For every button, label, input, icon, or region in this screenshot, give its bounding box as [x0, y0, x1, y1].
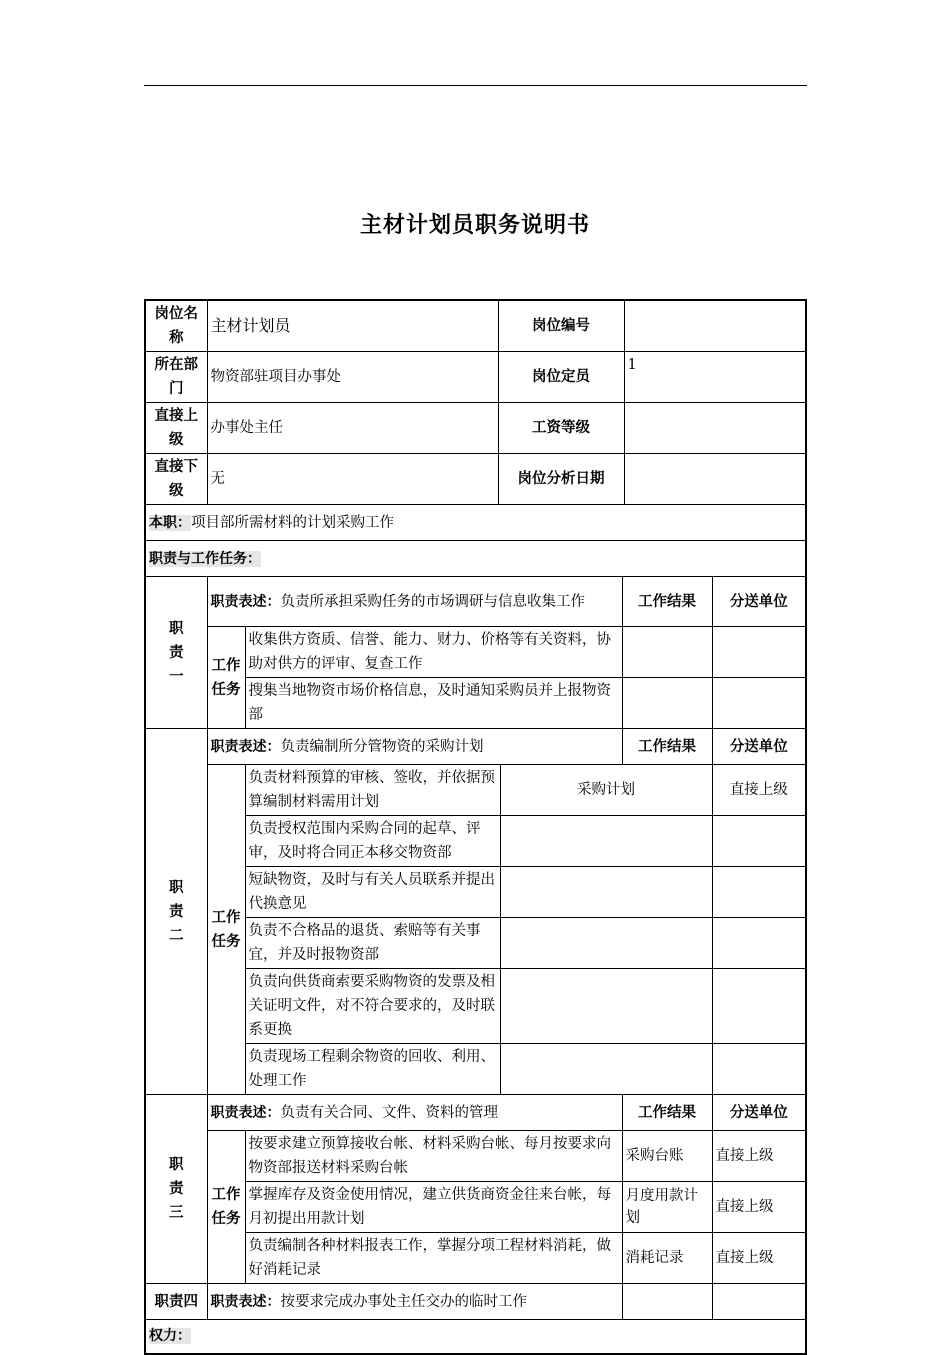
duty3-send-header: 分送单位: [712, 1095, 806, 1131]
duty3-task-text: 负责编制各种材料报表工作，掌握分项工程材料消耗，做好消耗记录: [245, 1233, 622, 1284]
power-label: 权力：: [149, 1328, 191, 1345]
duty3-desc-row: [145, 1095, 806, 1131]
duty1-send-header: 分送单位: [712, 577, 806, 627]
duty2-task-row: [145, 1044, 806, 1095]
duty4-send: [712, 1284, 806, 1320]
position-code-value: [624, 300, 806, 352]
duty2-task-result: [500, 969, 712, 1044]
duty2-task-row: [145, 816, 806, 867]
document-title: 主材计划员职务说明书: [359, 213, 590, 238]
power-cell: [145, 1320, 806, 1354]
header-rule: [144, 85, 807, 86]
salary-grade-label: 工资等级: [498, 403, 624, 454]
duty2-task-send: 直接上级: [712, 765, 806, 816]
duty2-task-text: 负责材料预算的审核、签收，并依据预算编制材料需用计划: [245, 765, 500, 816]
duty1-task-row: [145, 678, 806, 729]
quota-value: 1: [624, 352, 806, 403]
info-row-4: [145, 454, 806, 505]
duty2-task-text: 短缺物资，及时与有关人员联系并提出代换意见: [245, 867, 500, 918]
duty2-task-text: 负责现场工程剩余物资的回收、利用、处理工作: [245, 1044, 500, 1095]
duty2-task-result: [500, 816, 712, 867]
duty3-label: 职 责 三: [145, 1095, 207, 1284]
duty1-task-result: [622, 627, 712, 678]
power-row: [145, 1320, 806, 1354]
core-duty-text: 项目部所需材料的计划采购工作: [191, 514, 394, 531]
duty2-task-row: [145, 765, 806, 816]
duty2-task-result: [500, 867, 712, 918]
subordinate-label: 直接下级: [145, 454, 207, 505]
duty3-task-result: 消耗记录: [622, 1233, 712, 1284]
duty2-send-header: 分送单位: [712, 729, 806, 765]
position-name-label: 岗位名称: [145, 300, 207, 352]
duty3-task-row: [145, 1131, 806, 1182]
duty1-task-result: [622, 678, 712, 729]
duty2-task-result: [500, 1044, 712, 1095]
info-row-3: [145, 403, 806, 454]
duty2-label: 职 责 二: [145, 729, 207, 1095]
duties-header-cell: [145, 541, 806, 577]
duty3-task-send: 直接上级: [712, 1182, 806, 1233]
department-value: 物资部驻项目办事处: [207, 352, 498, 403]
duty2-task-row: [145, 969, 806, 1044]
duty3-task-send: 直接上级: [712, 1233, 806, 1284]
duty1-label: 职 责 一: [145, 577, 207, 729]
duty1-task-text: 搜集当地物资市场价格信息，及时通知采购员并上报物资部: [245, 678, 622, 729]
duty1-result-header: 工作结果: [622, 577, 712, 627]
core-duty-row: [145, 505, 806, 541]
duty2-task-result: [500, 918, 712, 969]
duty3-task-label: 工作 任务: [207, 1131, 245, 1284]
superior-value: 办事处主任: [207, 403, 498, 454]
duties-header-row: [145, 541, 806, 577]
duty1-task-send: [712, 627, 806, 678]
duty3-task-send: 直接上级: [712, 1131, 806, 1182]
duty3-task-result: 采购台账: [622, 1131, 712, 1182]
duty2-result-header: 工作结果: [622, 729, 712, 765]
subordinate-value: 无: [207, 454, 498, 505]
department-label: 所在部门: [145, 352, 207, 403]
duty2-task-label: 工作 任务: [207, 765, 245, 1095]
duty4-result: [622, 1284, 712, 1320]
core-duty-cell: [145, 505, 806, 541]
duty3-task-row: [145, 1233, 806, 1284]
duty4-label: 职责四: [145, 1284, 207, 1320]
duty2-description: 职责表述：负责编制所分管物资的采购计划: [207, 729, 622, 765]
duty2-task-send: [712, 969, 806, 1044]
duty3-task-row: [145, 1182, 806, 1233]
duty2-task-send: [712, 867, 806, 918]
analysis-date-label: 岗位分析日期: [498, 454, 624, 505]
position-name-value: 主材计划员: [207, 300, 498, 352]
duty2-task-text: 负责授权范围内采购合同的起草、评审，及时将合同正本移交物资部: [245, 816, 500, 867]
duty4-description: 职责表述：按要求完成办事处主任交办的临时工作: [207, 1284, 622, 1320]
duty2-task-send: [712, 918, 806, 969]
duty2-task-text: 负责不合格品的退货、索赔等有关事宜，并及时报物资部: [245, 918, 500, 969]
duty2-task-result: 采购计划: [500, 765, 712, 816]
duty3-task-result: 月度用款计划: [622, 1182, 712, 1233]
duty1-task-label: 工作 任务: [207, 627, 245, 729]
duty3-description: 职责表述：负责有关合同、文件、资料的管理: [207, 1095, 622, 1131]
duty1-desc-row: [145, 577, 806, 627]
analysis-date-value: [624, 454, 806, 505]
duty1-description: 职责表述：负责所承担采购任务的市场调研与信息收集工作: [207, 577, 622, 627]
duties-header-label: 职责与工作任务：: [149, 550, 261, 567]
info-row-1: [145, 300, 806, 352]
duty2-task-send: [712, 1044, 806, 1095]
duty2-desc-row: [145, 729, 806, 765]
duty1-task-row: [145, 627, 806, 678]
duty1-task-send: [712, 678, 806, 729]
duty3-result-header: 工作结果: [622, 1095, 712, 1131]
job-description-table: [144, 299, 807, 1355]
superior-label: 直接上级: [145, 403, 207, 454]
duty2-task-row: [145, 918, 806, 969]
core-duty-label: 本职：: [149, 514, 191, 531]
duty4-row: [145, 1284, 806, 1320]
duty2-task-send: [712, 816, 806, 867]
info-row-2: [145, 352, 806, 403]
duty3-task-text: 掌握库存及资金使用情况，建立供货商资金往来台帐，每月初提出用款计划: [245, 1182, 622, 1233]
duty2-task-text: 负责向供货商索要采购物资的发票及相关证明文件，对不符合要求的，及时联系更换: [245, 969, 500, 1044]
quota-label: 岗位定员: [498, 352, 624, 403]
salary-grade-value: [624, 403, 806, 454]
duty3-task-text: 按要求建立预算接收台帐、材料采购台帐、每月按要求向物资部报送材料采购台帐: [245, 1131, 622, 1182]
duty1-task-text: 收集供方资质、信誉、能力、财力、价格等有关资料，协助对供方的评审、复查工作: [245, 627, 622, 678]
position-code-label: 岗位编号: [498, 300, 624, 352]
duty2-task-row: [145, 867, 806, 918]
